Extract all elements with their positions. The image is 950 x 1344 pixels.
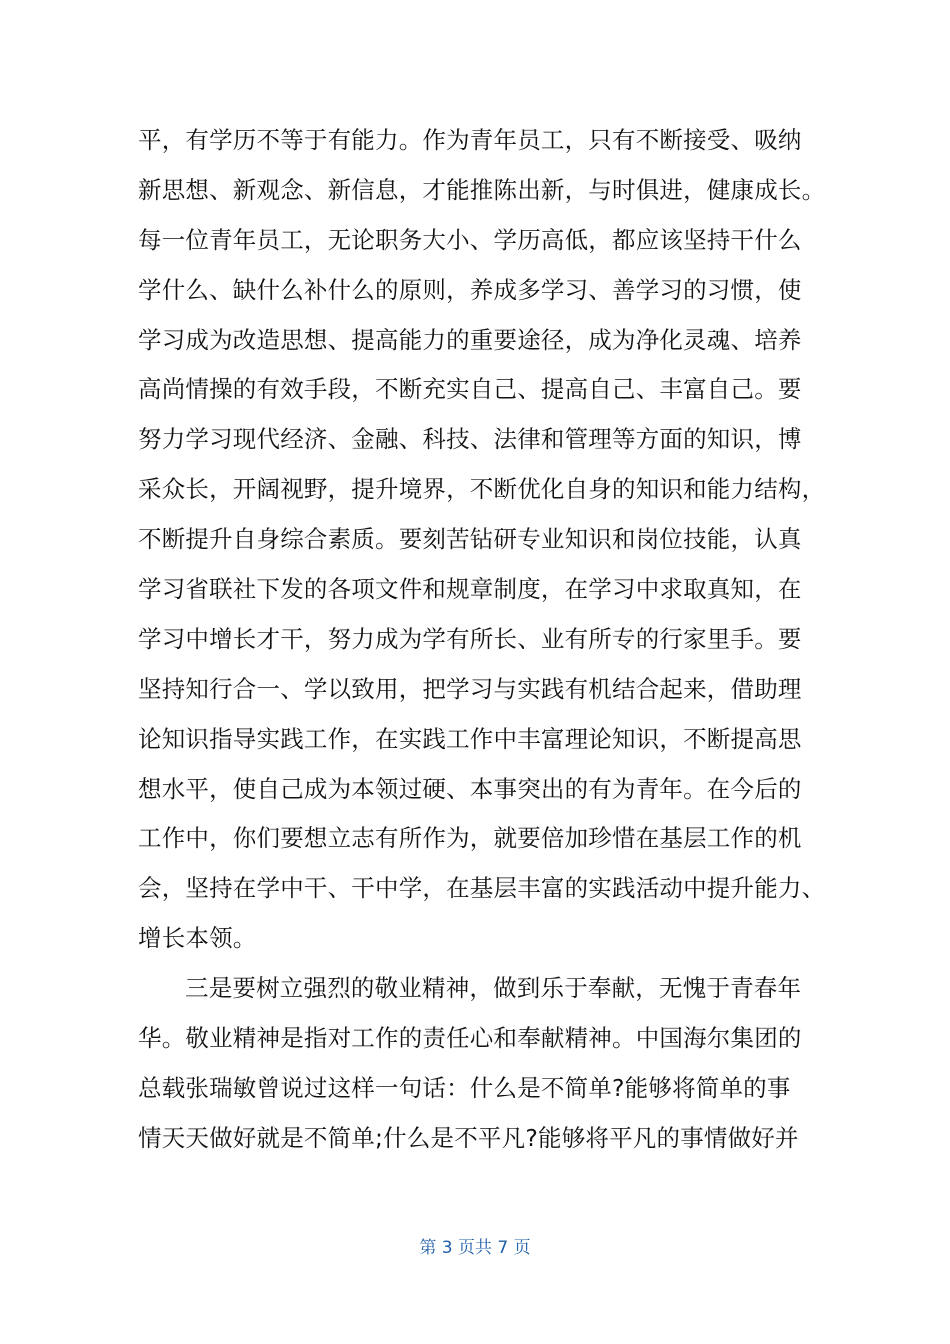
text-line: 坚持知行合一、学以致用，把学习与实践有机结合起来，借助理 [138,674,802,703]
text-line: 情天天做好就是不简单;什么是不平凡?能够将平凡的事情做好并 [138,1123,799,1152]
text-line: 学习省联社下发的各项文件和规章制度，在学习中求取真知，在 [138,575,802,604]
body-text [138,116,838,1164]
text-line: 不断提升自身综合素质。要刻苦钻研专业知识和岗位技能，认真 [138,525,802,554]
text-line: 努力学习现代经济、金融、科技、法律和管理等方面的知识，博 [138,425,802,454]
text-line: 学习中增长才干，努力成为学有所长、业有所专的行家里手。要 [138,624,802,653]
text-line: 想水平，使自己成为本领过硬、本事突出的有为青年。在今后的 [138,774,802,803]
text-line: 总载张瑞敏曾说过这样一句话：什么是不简单?能够将简单的事 [138,1073,791,1102]
text-line: 会，坚持在学中干、干中学，在基层丰富的实践活动中提升能力、 [138,874,826,903]
text-line: 采众长，开阔视野，提升境界，不断优化自身的知识和能力结构， [138,475,826,504]
text-line: 学习成为改造思想、提高能力的重要途径，成为净化灵魂、培养 [138,325,802,354]
text-line: 每一位青年员工，无论职务大小、学历高低，都应该坚持干什么 [138,225,802,254]
text-line: 华。敬业精神是指对工作的责任心和奉献精神。中国海尔集团的 [138,1024,802,1053]
page-number: 第 3 页共 7 页 [419,1238,531,1258]
text-line: 学什么、缺什么补什么的原则，养成多学习、善学习的习惯，使 [138,275,802,304]
paragraph-start-line: 三是要树立强烈的敬业精神，做到乐于奉献，无愧于青春年 [185,974,802,1003]
text-line: 新思想、新观念、新信息，才能推陈出新，与时俱进，健康成长。 [138,175,826,204]
text-line: 工作中，你们要想立志有所作为，就要倍加珍惜在基层工作的机 [138,824,802,853]
text-line: 增长本领。 [138,924,257,953]
text-line: 高尚情操的有效手段，不断充实自己、提高自己、丰富自己。要 [138,375,802,404]
text-line: 论知识指导实践工作，在实践工作中丰富理论知识，不断提高思 [138,724,802,753]
text-line: 平，有学历不等于有能力。作为青年员工，只有不断接受、吸纳 [138,126,802,154]
